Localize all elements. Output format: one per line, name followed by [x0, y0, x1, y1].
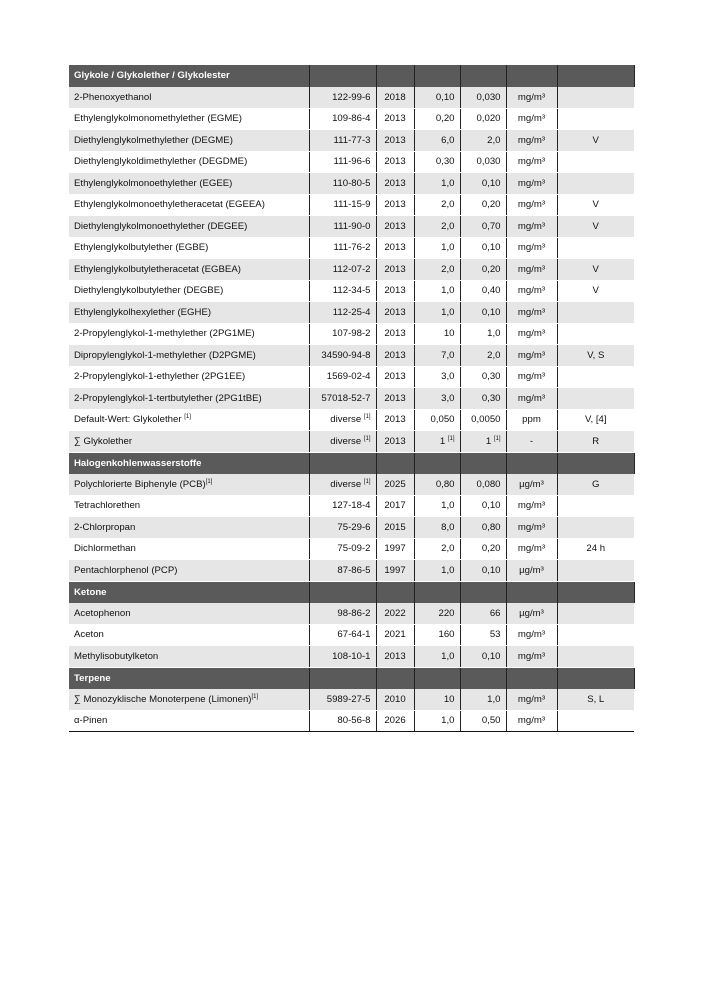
- cas-number: 5989-27-5: [309, 689, 376, 711]
- cas-number: 110-80-5: [309, 173, 376, 195]
- table-row: [69, 87, 634, 109]
- unit: mg/m³: [506, 366, 557, 388]
- unit: mg/m³: [506, 302, 557, 324]
- section-header: [69, 65, 634, 87]
- table-row: [69, 710, 634, 732]
- section-header-cell: [506, 667, 557, 689]
- remark: [557, 108, 634, 130]
- cas-number: 111-96-6: [309, 151, 376, 173]
- value-1: 2,0: [414, 216, 460, 238]
- substance-name: 2-Chlorpropan: [69, 517, 309, 539]
- remark: [557, 710, 634, 732]
- value-2: 0,20: [460, 259, 506, 281]
- year: 2013: [376, 130, 414, 152]
- substance-name: α-Pinen: [69, 710, 309, 732]
- cas-number: 109-86-4: [309, 108, 376, 130]
- remark: V: [557, 130, 634, 152]
- remark: V: [557, 259, 634, 281]
- value-2: 0,030: [460, 151, 506, 173]
- substance-name: Ethylenglykolmonoethyletheracetat (EGEEA): [69, 194, 309, 216]
- year: 1997: [376, 560, 414, 582]
- section-title: Terpene: [69, 667, 309, 689]
- remark: [557, 517, 634, 539]
- value-2: 0,50: [460, 710, 506, 732]
- unit: mg/m³: [506, 130, 557, 152]
- table-row: [69, 323, 634, 345]
- section-header-cell: [460, 581, 506, 603]
- unit: mg/m³: [506, 388, 557, 410]
- cas-number: 67-64-1: [309, 624, 376, 646]
- section-header-cell: [557, 65, 634, 87]
- footnote-ref: [1]: [363, 435, 371, 442]
- table-row: [69, 345, 634, 367]
- section-header-cell: [414, 581, 460, 603]
- year: 2025: [376, 474, 414, 496]
- value-2: 0,30: [460, 388, 506, 410]
- unit: mg/m³: [506, 259, 557, 281]
- cas-number: 111-90-0: [309, 216, 376, 238]
- substance-name: Polychlorierte Biphenyle (PCB)[1]: [69, 474, 309, 496]
- section-header-cell: [376, 65, 414, 87]
- year: 2013: [376, 173, 414, 195]
- unit: mg/m³: [506, 280, 557, 302]
- value-2: 0,020: [460, 108, 506, 130]
- table-row: [69, 624, 634, 646]
- value-1: 0,20: [414, 108, 460, 130]
- year: 2013: [376, 259, 414, 281]
- cas-number: 107-98-2: [309, 323, 376, 345]
- value-2: 0,70: [460, 216, 506, 238]
- unit: mg/m³: [506, 624, 557, 646]
- unit: mg/m³: [506, 108, 557, 130]
- substance-table: [69, 65, 635, 732]
- substance-name: 2-Propylenglykol-1-tertbutylether (2PG1tBE): [69, 388, 309, 410]
- remark: V: [557, 194, 634, 216]
- value-1: 1,0: [414, 280, 460, 302]
- remark: V: [557, 280, 634, 302]
- year: 2013: [376, 388, 414, 410]
- unit: mg/m³: [506, 495, 557, 517]
- substance-name: Dichlormethan: [69, 538, 309, 560]
- year: 2013: [376, 366, 414, 388]
- cas-number: 98-86-2: [309, 603, 376, 625]
- unit: µg/m³: [506, 560, 557, 582]
- value-2: 0,10: [460, 302, 506, 324]
- remark: [557, 173, 634, 195]
- value-2: 0,80: [460, 517, 506, 539]
- unit: mg/m³: [506, 323, 557, 345]
- section-header-cell: [506, 65, 557, 87]
- section-header: [69, 581, 634, 603]
- substance-name: Diethylenglykoldimethylether (DEGDME): [69, 151, 309, 173]
- footnote-ref: [1]: [205, 478, 213, 485]
- unit: mg/m³: [506, 237, 557, 259]
- substance-name: Pentachlorphenol (PCP): [69, 560, 309, 582]
- year: 2013: [376, 216, 414, 238]
- value-2: 0,30: [460, 366, 506, 388]
- substance-name: Ethylenglykolhexylether (EGHE): [69, 302, 309, 324]
- year: 2013: [376, 345, 414, 367]
- value-2: 0,10: [460, 237, 506, 259]
- substance-name: Acetophenon: [69, 603, 309, 625]
- section-header-cell: [506, 452, 557, 474]
- unit: mg/m³: [506, 216, 557, 238]
- section-title: Ketone: [69, 581, 309, 603]
- year: 2015: [376, 517, 414, 539]
- cas-number: 108-10-1: [309, 646, 376, 668]
- unit: mg/m³: [506, 517, 557, 539]
- year: 1997: [376, 538, 414, 560]
- value-2: 0,10: [460, 560, 506, 582]
- table-row: [69, 216, 634, 238]
- substance-name: Ethylenglykolbutyletheracetat (EGBEA): [69, 259, 309, 281]
- remark: [557, 646, 634, 668]
- value-2: 0,20: [460, 194, 506, 216]
- section-header-cell: [309, 452, 376, 474]
- cas-number: 80-56-8: [309, 710, 376, 732]
- remark: G: [557, 474, 634, 496]
- substance-name: Ethylenglykolmonomethylether (EGME): [69, 108, 309, 130]
- table-row: [69, 431, 634, 453]
- table-row: [69, 409, 634, 431]
- value-2: 0,080: [460, 474, 506, 496]
- remark: [557, 151, 634, 173]
- value-1: 3,0: [414, 366, 460, 388]
- cas-number: 57018-52-7: [309, 388, 376, 410]
- cas-number: 122-99-6: [309, 87, 376, 109]
- substance-name: 2-Phenoxyethanol: [69, 87, 309, 109]
- substance-name: Diethylenglykolmethylether (DEGME): [69, 130, 309, 152]
- unit: µg/m³: [506, 603, 557, 625]
- value-2: 0,20: [460, 538, 506, 560]
- value-2: 0,030: [460, 87, 506, 109]
- section-header-cell: [460, 65, 506, 87]
- footnote-ref: [1]: [184, 414, 191, 421]
- cas-number: diverse [1]: [309, 474, 376, 496]
- unit: -: [506, 431, 557, 453]
- value-2: 1 [1]: [460, 431, 506, 453]
- value-1: 2,0: [414, 259, 460, 281]
- footnote-ref: [1]: [251, 693, 259, 700]
- value-2: 0,10: [460, 173, 506, 195]
- value-1: 1 [1]: [414, 431, 460, 453]
- section-header-cell: [557, 452, 634, 474]
- table-row: [69, 280, 634, 302]
- section-title: Halogenkohlenwasserstoffe: [69, 452, 309, 474]
- unit: mg/m³: [506, 194, 557, 216]
- table-row: [69, 151, 634, 173]
- section-header-cell: [376, 452, 414, 474]
- year: 2013: [376, 409, 414, 431]
- value-1: 1,0: [414, 646, 460, 668]
- year: 2013: [376, 151, 414, 173]
- value-1: 1,0: [414, 302, 460, 324]
- year: 2013: [376, 302, 414, 324]
- remark: [557, 495, 634, 517]
- table-row: [69, 173, 634, 195]
- table-row: [69, 517, 634, 539]
- section-header-cell: [414, 667, 460, 689]
- section-header-cell: [460, 452, 506, 474]
- remark: R: [557, 431, 634, 453]
- unit: mg/m³: [506, 87, 557, 109]
- substance-name: Ethylenglykolbutylether (EGBE): [69, 237, 309, 259]
- remark: 24 h: [557, 538, 634, 560]
- cas-number: diverse [1]: [309, 431, 376, 453]
- table-row: [69, 259, 634, 281]
- unit: mg/m³: [506, 173, 557, 195]
- value-1: 1,0: [414, 560, 460, 582]
- value-1: 7,0: [414, 345, 460, 367]
- substance-name: Tetrachlorethen: [69, 495, 309, 517]
- cas-number: 111-76-2: [309, 237, 376, 259]
- substance-name: 2-Propylenglykol-1-methylether (2PG1ME): [69, 323, 309, 345]
- remark: V, S: [557, 345, 634, 367]
- table-row: [69, 603, 634, 625]
- value-2: 2,0: [460, 345, 506, 367]
- unit: mg/m³: [506, 689, 557, 711]
- value-2: 0,10: [460, 646, 506, 668]
- value-1: 1,0: [414, 237, 460, 259]
- section-header-cell: [376, 581, 414, 603]
- year: 2013: [376, 108, 414, 130]
- substance-name: Methylisobutylketon: [69, 646, 309, 668]
- section-header: [69, 452, 634, 474]
- footnote-ref: [1]: [363, 414, 371, 421]
- value-1: 3,0: [414, 388, 460, 410]
- section-header-cell: [414, 452, 460, 474]
- remark: [557, 603, 634, 625]
- unit: mg/m³: [506, 710, 557, 732]
- cas-number: 75-09-2: [309, 538, 376, 560]
- value-1: 0,30: [414, 151, 460, 173]
- value-2: 1,0: [460, 689, 506, 711]
- year: 2013: [376, 280, 414, 302]
- value-1: 2,0: [414, 194, 460, 216]
- year: 2010: [376, 689, 414, 711]
- value-1: 0,80: [414, 474, 460, 496]
- year: 2013: [376, 431, 414, 453]
- table-row: [69, 388, 634, 410]
- cas-number: 112-07-2: [309, 259, 376, 281]
- remark: [557, 87, 634, 109]
- section-header: [69, 667, 634, 689]
- remark: [557, 237, 634, 259]
- value-1: 2,0: [414, 538, 460, 560]
- table-row: [69, 495, 634, 517]
- section-header-cell: [460, 667, 506, 689]
- cas-number: 75-29-6: [309, 517, 376, 539]
- table-row: [69, 689, 634, 711]
- table-row: [69, 646, 634, 668]
- year: 2013: [376, 323, 414, 345]
- table-row: [69, 194, 634, 216]
- remark: [557, 624, 634, 646]
- value-1: 0,050: [414, 409, 460, 431]
- substance-name: Dipropylenglykol-1-methylether (D2PGME): [69, 345, 309, 367]
- section-header-cell: [557, 581, 634, 603]
- unit: mg/m³: [506, 538, 557, 560]
- section-header-cell: [414, 65, 460, 87]
- remark: [557, 388, 634, 410]
- table-row: [69, 538, 634, 560]
- year: 2013: [376, 237, 414, 259]
- value-1: 1,0: [414, 495, 460, 517]
- table-row: [69, 237, 634, 259]
- year: 2017: [376, 495, 414, 517]
- year: 2026: [376, 710, 414, 732]
- value-2: 0,40: [460, 280, 506, 302]
- value-1: 160: [414, 624, 460, 646]
- value-1: 8,0: [414, 517, 460, 539]
- cas-number: 112-25-4: [309, 302, 376, 324]
- table-row: [69, 130, 634, 152]
- substance-name: Diethylenglykolbutylether (DEGBE): [69, 280, 309, 302]
- footnote-ref: [1]: [363, 478, 371, 485]
- year: 2018: [376, 87, 414, 109]
- year: 2013: [376, 194, 414, 216]
- value-2: 1,0: [460, 323, 506, 345]
- cas-number: 1569-02-4: [309, 366, 376, 388]
- substance-name: 2-Propylenglykol-1-ethylether (2PG1EE): [69, 366, 309, 388]
- value-1: 220: [414, 603, 460, 625]
- table-row: [69, 560, 634, 582]
- value-2: 0,0050: [460, 409, 506, 431]
- substance-name: Aceton: [69, 624, 309, 646]
- substance-name: Diethylenglykolmonoethylether (DEGEE): [69, 216, 309, 238]
- remark: S, L: [557, 689, 634, 711]
- remark: [557, 560, 634, 582]
- cas-number: 111-15-9: [309, 194, 376, 216]
- unit: µg/m³: [506, 474, 557, 496]
- cas-number: 127-18-4: [309, 495, 376, 517]
- footnote-ref: [1]: [447, 435, 455, 442]
- footnote-ref: [1]: [493, 435, 501, 442]
- remark: V, [4]: [557, 409, 634, 431]
- cas-number: 87-86-5: [309, 560, 376, 582]
- year: 2022: [376, 603, 414, 625]
- section-header-cell: [309, 581, 376, 603]
- section-title: Glykole / Glykolether / Glykolester: [69, 65, 309, 87]
- year: 2013: [376, 646, 414, 668]
- year: 2021: [376, 624, 414, 646]
- table-row: [69, 474, 634, 496]
- value-1: 10: [414, 689, 460, 711]
- value-1: 0,10: [414, 87, 460, 109]
- cas-number: diverse [1]: [309, 409, 376, 431]
- unit: mg/m³: [506, 345, 557, 367]
- value-1: 10: [414, 323, 460, 345]
- table-row: [69, 302, 634, 324]
- section-header-cell: [309, 65, 376, 87]
- remark: [557, 302, 634, 324]
- table-row: [69, 366, 634, 388]
- value-1: 6,0: [414, 130, 460, 152]
- substance-name: ∑ Glykolether: [69, 431, 309, 453]
- section-header-cell: [557, 667, 634, 689]
- remark: V: [557, 216, 634, 238]
- section-header-cell: [506, 581, 557, 603]
- value-1: 1,0: [414, 710, 460, 732]
- unit: mg/m³: [506, 646, 557, 668]
- table-row: [69, 108, 634, 130]
- section-header-cell: [376, 667, 414, 689]
- section-header-cell: [309, 667, 376, 689]
- unit: mg/m³: [506, 151, 557, 173]
- value-1: 1,0: [414, 173, 460, 195]
- value-2: 2,0: [460, 130, 506, 152]
- cas-number: 111-77-3: [309, 130, 376, 152]
- cas-number: 112-34-5: [309, 280, 376, 302]
- substance-name: Default-Wert: Glykolether [1]: [69, 409, 309, 431]
- cas-number: 34590-94-8: [309, 345, 376, 367]
- value-2: 66: [460, 603, 506, 625]
- value-2: 0,10: [460, 495, 506, 517]
- value-2: 53: [460, 624, 506, 646]
- substance-name: Ethylenglykolmonoethylether (EGEE): [69, 173, 309, 195]
- substance-name: ∑ Monozyklische Monoterpene (Limonen)[1]: [69, 689, 309, 711]
- remark: [557, 366, 634, 388]
- unit: ppm: [506, 409, 557, 431]
- remark: [557, 323, 634, 345]
